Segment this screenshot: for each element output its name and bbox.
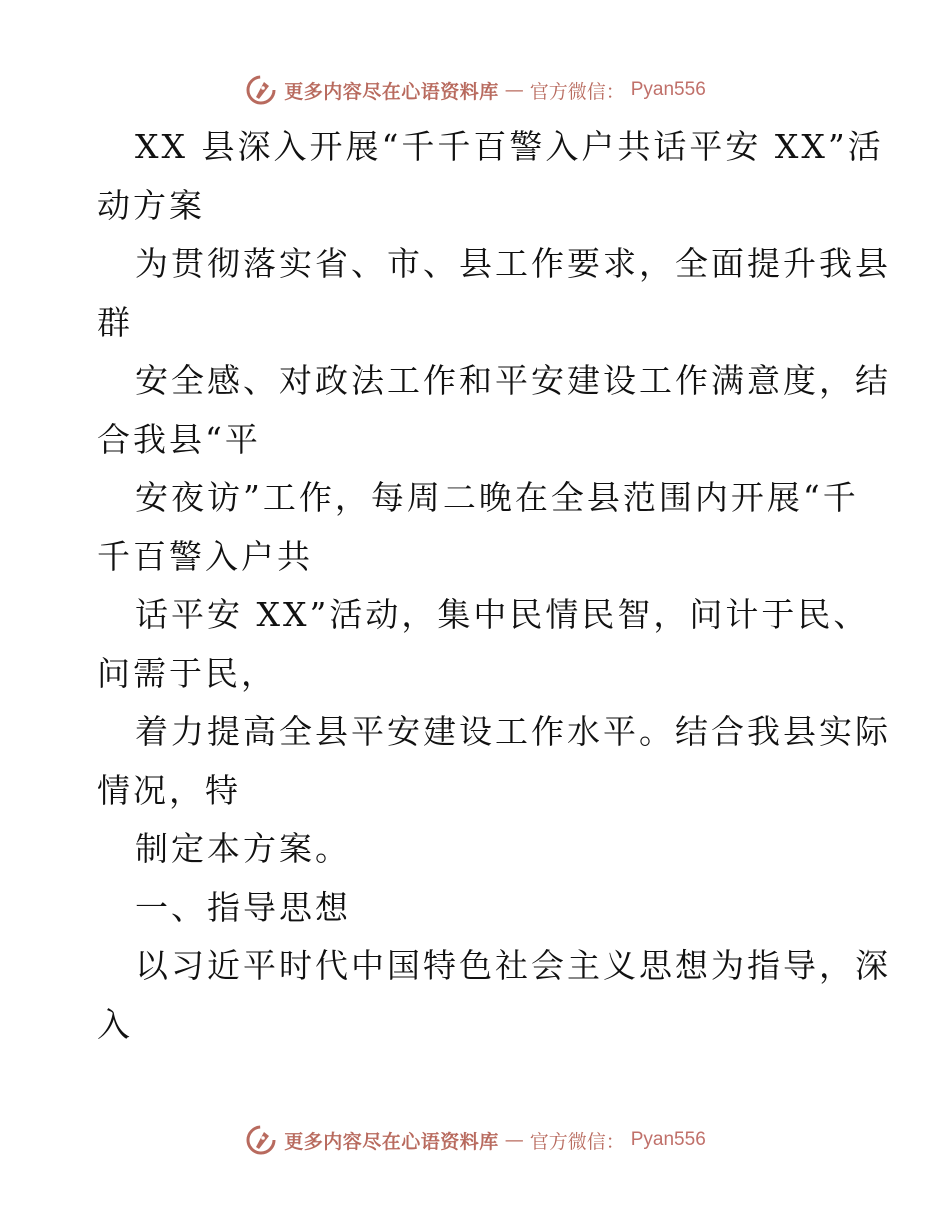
paragraph-line: 一、指导思想 — [135, 887, 351, 927]
footer-watermark-banner — [0, 1120, 950, 1160]
paragraph-line: 入 — [97, 1004, 133, 1044]
watermark-wechat-id: Pyan556 — [630, 79, 706, 100]
pen-nib-logo-icon — [244, 73, 278, 107]
paragraph-line: 合我县“平 — [97, 419, 261, 459]
paragraph-line: 动方案 — [97, 185, 205, 225]
paragraph-line: XX 县深入开展“千千百警入户共话平安 XX”活 — [135, 127, 884, 166]
paragraph-line: 制定本方案。 — [135, 829, 351, 868]
paragraph-line: 群 — [97, 302, 133, 342]
paragraph-line: 以习近平时代中国特色社会主义思想为指导，深 — [135, 946, 891, 985]
watermark-text: 更多内容尽在心语资料库 — [284, 1130, 499, 1153]
watermark-wechat-label: 官方微信： — [529, 1130, 625, 1153]
header-watermark-banner — [0, 70, 950, 110]
watermark-text: 更多内容尽在心语资料库 — [284, 80, 499, 103]
document-body — [97, 118, 891, 1054]
paragraph-line: 着力提高全县平安建设工作水平。结合我县实际 — [135, 712, 891, 751]
paragraph-line: 情况，特 — [97, 770, 241, 810]
paragraph-line: 安全感、对政法工作和平安建设工作满意度，结 — [135, 361, 891, 400]
paragraph-line: 千百警入户共 — [97, 536, 313, 576]
paragraph-line: 安夜访”工作，每周二晚在全县范围内开展“千 — [135, 478, 859, 517]
watermark-wechat-label: 官方微信： — [529, 80, 625, 103]
pen-nib-logo-icon — [244, 1123, 278, 1157]
watermark-dash: — — [504, 79, 524, 101]
watermark-wechat-id: Pyan556 — [630, 1129, 706, 1150]
paragraph-line: 为贯彻落实省、市、县工作要求，全面提升我县 — [135, 244, 891, 283]
paragraph-line: 话平安 XX”活动，集中民情民智，问计于民、 — [135, 595, 870, 634]
paragraph-line: 问需于民， — [97, 653, 277, 693]
watermark-dash: — — [504, 1129, 524, 1151]
